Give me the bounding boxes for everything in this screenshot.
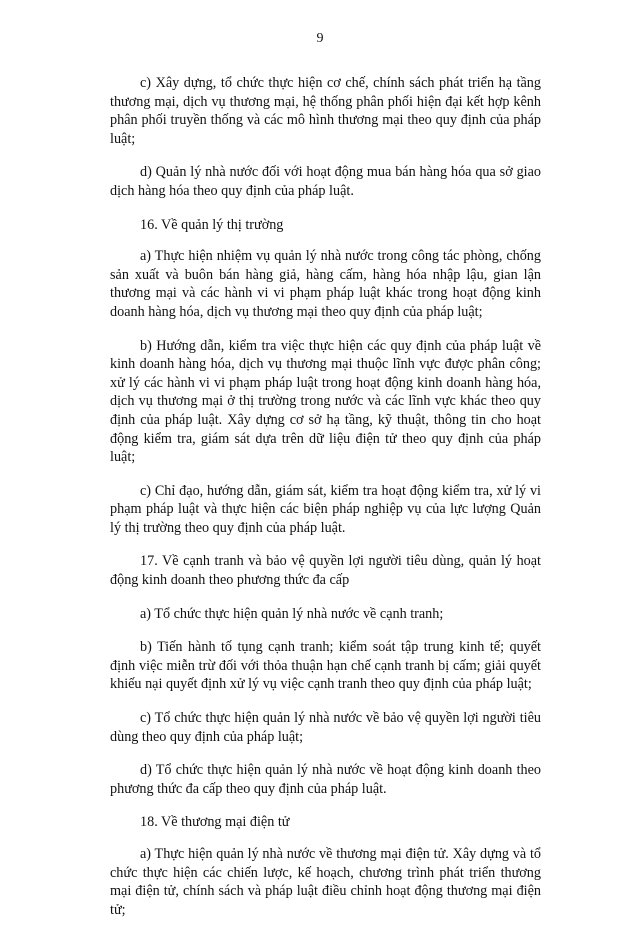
- paragraph-15c: c) Xây dựng, tổ chức thực hiện cơ chế, chính sách phát triển hạ tầng thương mại, dịch vụ thương mại, hệ thống phân phối hiện đại kết hợp kênh phân phối truyền thống và các mô hình thương mại theo quy định của pháp luật;: [110, 75, 541, 147]
- section-heading-16: 16. Về quản lý thị trường: [140, 216, 284, 233]
- paragraph-16a: a) Thực hiện nhiệm vụ quản lý nhà nước trong công tác phòng, chống sản xuất và buôn bán hàng giả, hàng cấm, hàng hóa nhập lậu, gian lận thương mại và các hành vi vi phạm pháp luật khác trong hoạt động kinh doanh hàng hóa, dịch vụ thương mại theo quy định của pháp luật;: [110, 248, 541, 320]
- paragraph-16c: c) Chỉ đạo, hướng dẫn, giám sát, kiểm tra hoạt động kiểm tra, xử lý vi phạm pháp luật và thực hiện các biện pháp nghiệp vụ của lực lượng Quản lý thị trường theo quy định của pháp luật.: [110, 482, 541, 536]
- paragraph-17c: c) Tổ chức thực hiện quản lý nhà nước về bảo vệ quyền lợi người tiêu dùng theo quy định của pháp luật;: [110, 710, 541, 745]
- paragraph-16b: b) Hướng dẫn, kiểm tra việc thực hiện các quy định của pháp luật về kinh doanh hàng hóa, dịch vụ thương mại thuộc lĩnh vực được phân công; xử lý các hành vi vi phạm pháp luật trong hoạt động kinh doanh hàng hóa, dịch vụ thương mại ở thị trường trong nước và các lĩnh vực khác theo quy định của pháp luật. Xây dựng cơ sở hạ tầng, kỹ thuật, thông tin cho hoạt động kiểm tra, giám sát dựa trên dữ liệu điện tử theo quy định của pháp luật;: [110, 337, 541, 466]
- paragraph-18a: a) Thực hiện quản lý nhà nước về thương mại điện tử. Xây dựng và tổ chức thực hiện các chiến lược, kế hoạch, chương trình phát triển thương mại điện tử, chính sách và pháp luật điều chỉnh hoạt động thương mại điện tử;: [110, 846, 541, 918]
- paragraph-17b: b) Tiến hành tố tụng cạnh tranh; kiểm soát tập trung kinh tế; quyết định việc miễn trừ đối với thỏa thuận hạn chế cạnh tranh bị cấm; giải quyết khiếu nại quyết định xử lý vụ việc cạnh tranh theo quy định của pháp luật;: [110, 639, 541, 693]
- paragraph-15d: d) Quản lý nhà nước đối với hoạt động mua bán hàng hóa qua sở giao dịch hàng hóa theo quy định của pháp luật.: [110, 164, 541, 199]
- section-heading-17: 17. Về cạnh tranh và bảo vệ quyền lợi người tiêu dùng, quản lý hoạt động kinh doanh theo phương thức đa cấp: [110, 553, 541, 589]
- paragraph-17d: d) Tổ chức thực hiện quản lý nhà nước về hoạt động kinh doanh theo phương thức đa cấp theo quy định của pháp luật.: [110, 762, 541, 797]
- page-number: 9: [316, 31, 324, 46]
- document-body: [110, 74, 541, 934]
- section-heading-18: 18. Về thương mại điện tử: [140, 814, 290, 831]
- paragraph-17a: a) Tổ chức thực hiện quản lý nhà nước về cạnh tranh;: [140, 605, 444, 622]
